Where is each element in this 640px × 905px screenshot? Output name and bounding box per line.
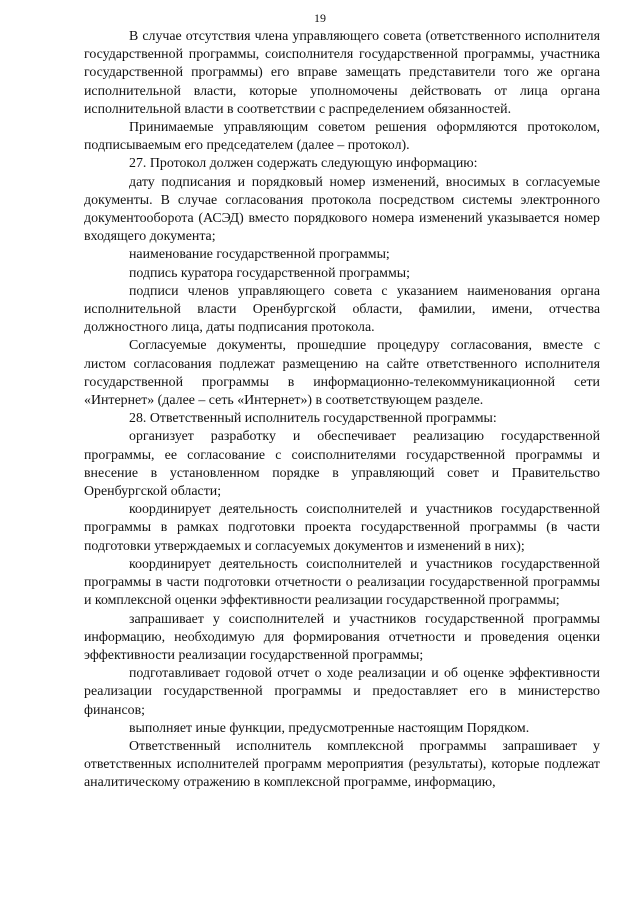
paragraph-clause-28: 28. Ответственный исполнитель государственной программы: [129, 411, 497, 427]
paragraph-signing-date: дату подписания и порядковый номер изменений, вносимых в согласуемые документы. В случае согласования протокола посредством системы электронного документооборота (АСЭД) вместо порядкового номера изменений указывается номер входящего документа; [84, 174, 600, 245]
paragraph-annual-report: подготавливает годовой отчет о ходе реализации и об оценке эффективности реализации государственной программы и предоставляет его в министерство финансов; [84, 666, 600, 718]
paragraph-complex-program: Ответственный исполнитель комплексной программы запрашивает у ответственных исполнителей программ мероприятия (результаты), которые подлежат аналитическому отражению в комплексной программе, информацию, [84, 738, 600, 791]
paragraph-member-signatures: подписи членов управляющего совета с указанием наименования органа исполнительной власти Оренбургской области, фамилии, имени, отчества должностного лица, даты подписания протокола. [84, 283, 600, 336]
paragraph-requests-info: запрашивает у соисполнителей и участников государственной программы информацию, необходимую для формирования отчетности и проведения оценки эффективности реализации государственной программы; [84, 611, 600, 663]
paragraph-curator-signature: подпись куратора государственной программы; [129, 265, 410, 281]
paragraph-clause-27: 27. Протокол должен содержать следующую информацию: [129, 156, 478, 172]
paragraph-publication: Согласуемые документы, прошедшие процедуру согласования, вместе с листом согласования подлежат размещению на сайте ответственного исполнителя государственной программы в информационно-телекоммуникационной сети «Интернет» (далее – сеть «Интернет») в соответствующем разделе. [84, 338, 600, 409]
paragraph-organizes: организует разработку и обеспечивает реализацию государственной программы, ее согласование с соисполнителями государственной программы и внесение в установленном порядке в управляющий совет и Правительство Оренбургской области; [84, 429, 600, 500]
paragraph-coordinates-reporting: координирует деятельность соисполнителей и участников государственной программы в части подготовки отчетности о реализации государственной программы и комплексной оценки эффективности реализации государственной программы; [84, 556, 600, 609]
paragraph-program-name: наименование государственной программы; [129, 247, 390, 263]
paragraph-coordinates-drafting: координирует деятельность соисполнителей и участников государственной программы в рамках подготовки проекта государственной программы (в части подготовки утверждаемых и согласуемых документов и изменений в них); [84, 502, 600, 554]
paragraph-substitution: В случае отсутствия члена управляющего совета (ответственного исполнителя государственной программы, соисполнителя государственной программы, участника государственной программы) его вправе замещать представители того же органа исполнительной власти, которые уполномочены действовать от лица органа исполнительной власти в соответствии с распределением обязанностей. [84, 29, 600, 117]
document-body [84, 28, 600, 793]
paragraph-other-functions: выполняет иные функции, предусмотренные настоящим Порядком. [129, 720, 530, 736]
page-number: 19 [314, 11, 326, 25]
paragraph-protocol-decisions: Принимаемые управляющим советом решения оформляются протоколом, подписываемым его председателем (далее – протокол). [84, 120, 600, 154]
